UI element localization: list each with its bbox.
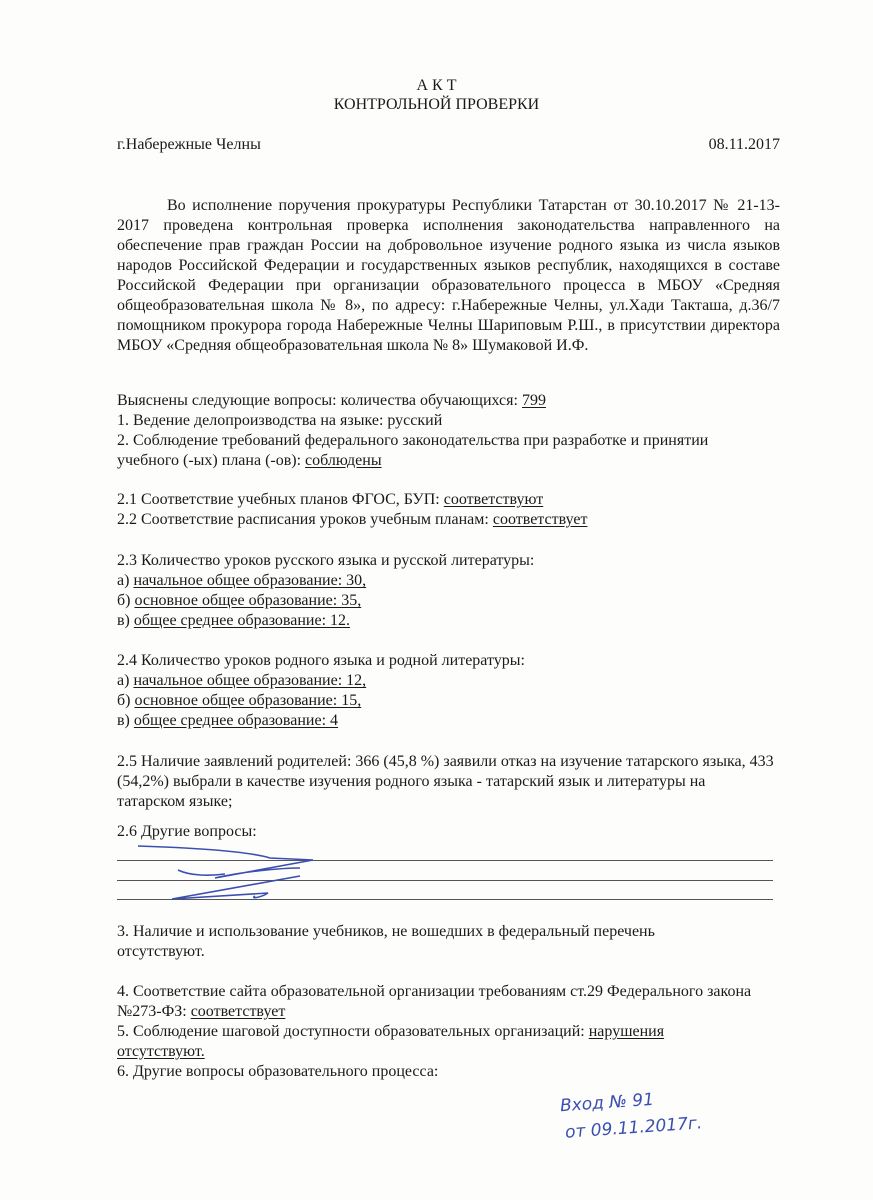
date: 08.11.2017 [708,136,780,153]
item-5 [117,1022,727,1062]
prefix: а) [117,572,134,589]
label: 2.2 Соответствие расписания уроков учебным планам: [117,511,493,528]
item-4 [117,982,767,1022]
label: 2. Соблюдение требований федерального законодательства при разработке и принятии учебного (-ых) плана (-ов): [117,432,709,469]
value: основное общее образование: 15, [134,692,362,709]
value: соответствует [492,511,588,528]
value: соответствует [190,1003,286,1020]
item-6: 6. Другие вопросы образовательного процесса: [117,1063,439,1080]
item-3: 3. Наличие и использование учебников, не вошедших в федеральный перечень отсутствуют. [117,923,655,960]
label: Выяснены следующие вопросы: количества обучающихся: [117,392,522,409]
prefix: в) [117,712,134,729]
prefix: в) [117,612,134,629]
item-2-6: 2.6 Другие вопросы: [117,823,257,840]
label: 4. Соответствие сайта образовательной организации требованиям ст.29 Федерального закона №273-ФЗ: [117,983,752,1020]
prefix: а) [117,672,134,689]
doc-title: А К Т [416,77,457,94]
label: 2.1 Соответствие учебных планов ФГОС, БУП: [117,491,444,508]
item-1: 1. Ведение делопроизводства на языке: русский [117,412,443,429]
value: начальное общее образование: 12, [133,672,367,689]
value: основное общее образование: 35, [134,592,362,609]
value: нарушения отсутствуют. [117,1023,665,1060]
prefix: б) [117,592,135,609]
item-2-4-title: 2.4 Количество уроков родного языка и родной литературы: [117,652,525,669]
value: соответствуют [443,491,544,508]
intro-paragraph: Во исполнение поручения прокуратуры Республики Татарстан от 30.10.2017 № 21-13-2017 проведена контрольная проверка исполнения законодательства направленного на обеспечение прав граждан России на добровольное изучение родного языка из числа языков народов Российской Федерации и государственных языков республик, находящихся в составе Российской Федерации при организации образовательного процесса в МБОУ «Средняя общеобразовательная школа № 8», по адресу: г.Набережные Челны, ул.Хади Такташа, д.36/7 помощником прокурора города Набережные Челны Шариповым Р.Ш., в присутствии директора МБОУ «Средняя общеобразовательная школа № 8» Шумаковой И.Ф. [117,197,780,354]
value: соблюдены [305,452,382,469]
handwritten-registration-date: от 09.11.2017г. [564,1113,703,1143]
doc-subtitle: КОНТРОЛЬНОЙ ПРОВЕРКИ [333,96,540,113]
label: 5. Соблюдение шаговой доступности образовательных организаций: [117,1023,589,1040]
value: общее среднее образование: 12. [133,612,351,629]
value: начальное общее образование: 30, [133,572,367,589]
city: г.Набережные Челны [117,136,261,153]
prefix: б) [117,692,135,709]
item-2-5: 2.5 Наличие заявлений родителей: 366 (45,8 %) заявили отказ на изучение татарского языка, 433 (54,2%) выбрали в качестве изучения родного языка - татарский язык и литературы на татарском языке; [117,753,774,810]
handwritten-registration-number: Вход № 91 [559,1089,655,1117]
value: 799 [521,392,546,409]
value: общее среднее образование: 4 [133,712,339,729]
item-2-3-title: 2.3 Количество уроков русского языка и русской литературы: [117,552,535,569]
